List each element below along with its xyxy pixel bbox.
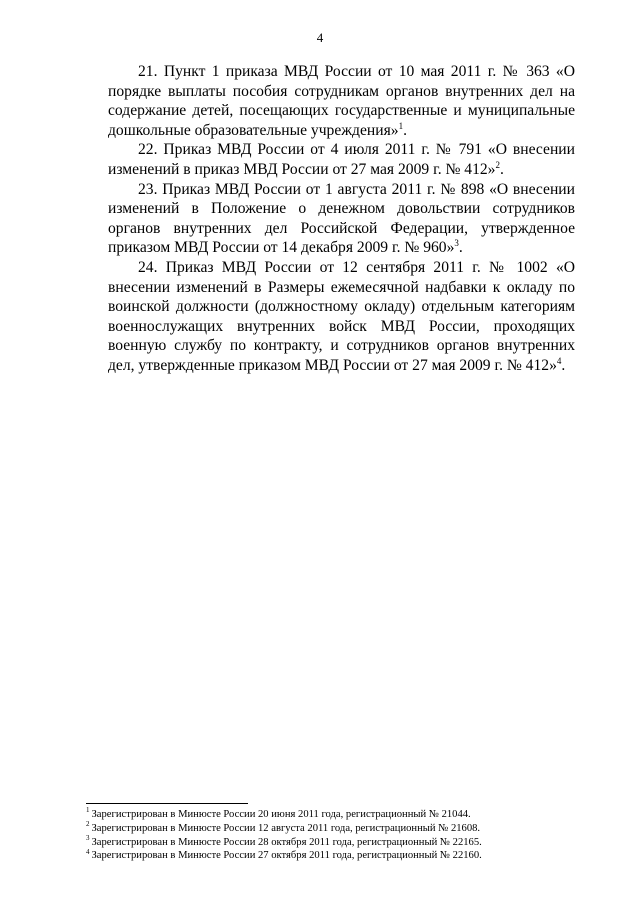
item-text: 24. Приказ МВД России от 12 сентября 2011 г. № 1002 «О внесении изменений в Размеры ежемесячной надбавки к окладу по воинской должности (должностному окладу) отдельным категориям военнослужащих внутренних войск МВД России, проходящих военную службу по контракту, и сотрудников органов внутренних дел, утвержденные приказом МВД России от 27 мая 2009 г. № 412» — [108, 258, 575, 374]
footnote-ref: 2 — [495, 159, 500, 170]
footnote-divider — [86, 803, 248, 804]
footnote-4 — [86, 849, 566, 863]
item-tail: . — [499, 160, 504, 178]
footnote-2 — [86, 822, 566, 836]
item-text: 22. Приказ МВД России от 4 июля 2011 г. № 791 «О внесении изменений в приказ МВД России от 27 мая 2009 г. № 412» — [108, 141, 575, 178]
footnote-text: Зарегистрирован в Минюсте России 20 июня 2011 года, регистрационный № 21044. — [91, 809, 471, 820]
item-tail: . — [458, 239, 463, 257]
item-text: 23. Приказ МВД России от 1 августа 2011 г. № 898 «О внесении изменений в Положение о денежном довольствии сотрудников органов внутренних дел Российской Федерации, утвержденное приказом МВД России от 14 декабря 2009 г. № 960» — [108, 180, 575, 257]
item-tail: . — [403, 121, 407, 139]
footnote-1 — [86, 808, 566, 822]
item-tail: . — [561, 356, 566, 374]
list-item-24 — [108, 258, 575, 376]
footnote-number: 3 — [86, 834, 90, 843]
footnote-number: 1 — [86, 806, 90, 815]
footnote-ref: 4 — [556, 355, 562, 366]
document-body — [108, 62, 575, 376]
footnote-number: 2 — [86, 820, 90, 829]
footnote-text: Зарегистрирован в Минюсте России 27 октября 2011 года, регистрационный № 22160. — [91, 850, 482, 862]
footnote-number: 4 — [86, 847, 90, 856]
page-number: 4 — [316, 30, 324, 45]
footnote-text: Зарегистрирован в Минюсте России 12 августа 2011 года, регистрационный № 21608. — [91, 822, 481, 834]
footnote-ref: 3 — [454, 238, 459, 249]
item-text: 21. Пункт 1 приказа МВД России от 10 мая 2011 г. № 363 «О порядке выплаты пособия сотрудникам органов внутренних дел на содержание детей, посещающих государственные и муниципальные дошкольные образовательные учреждения» — [108, 63, 575, 139]
list-item-23 — [108, 180, 575, 258]
list-item-22 — [108, 140, 575, 179]
footnote-ref: 1 — [398, 120, 404, 131]
footnote-3 — [86, 836, 566, 850]
footnotes — [86, 808, 566, 863]
footnote-text: Зарегистрирован в Минюсте России 28 октября 2011 года, регистрационный № 22165. — [91, 836, 482, 848]
list-item-21 — [108, 62, 575, 140]
